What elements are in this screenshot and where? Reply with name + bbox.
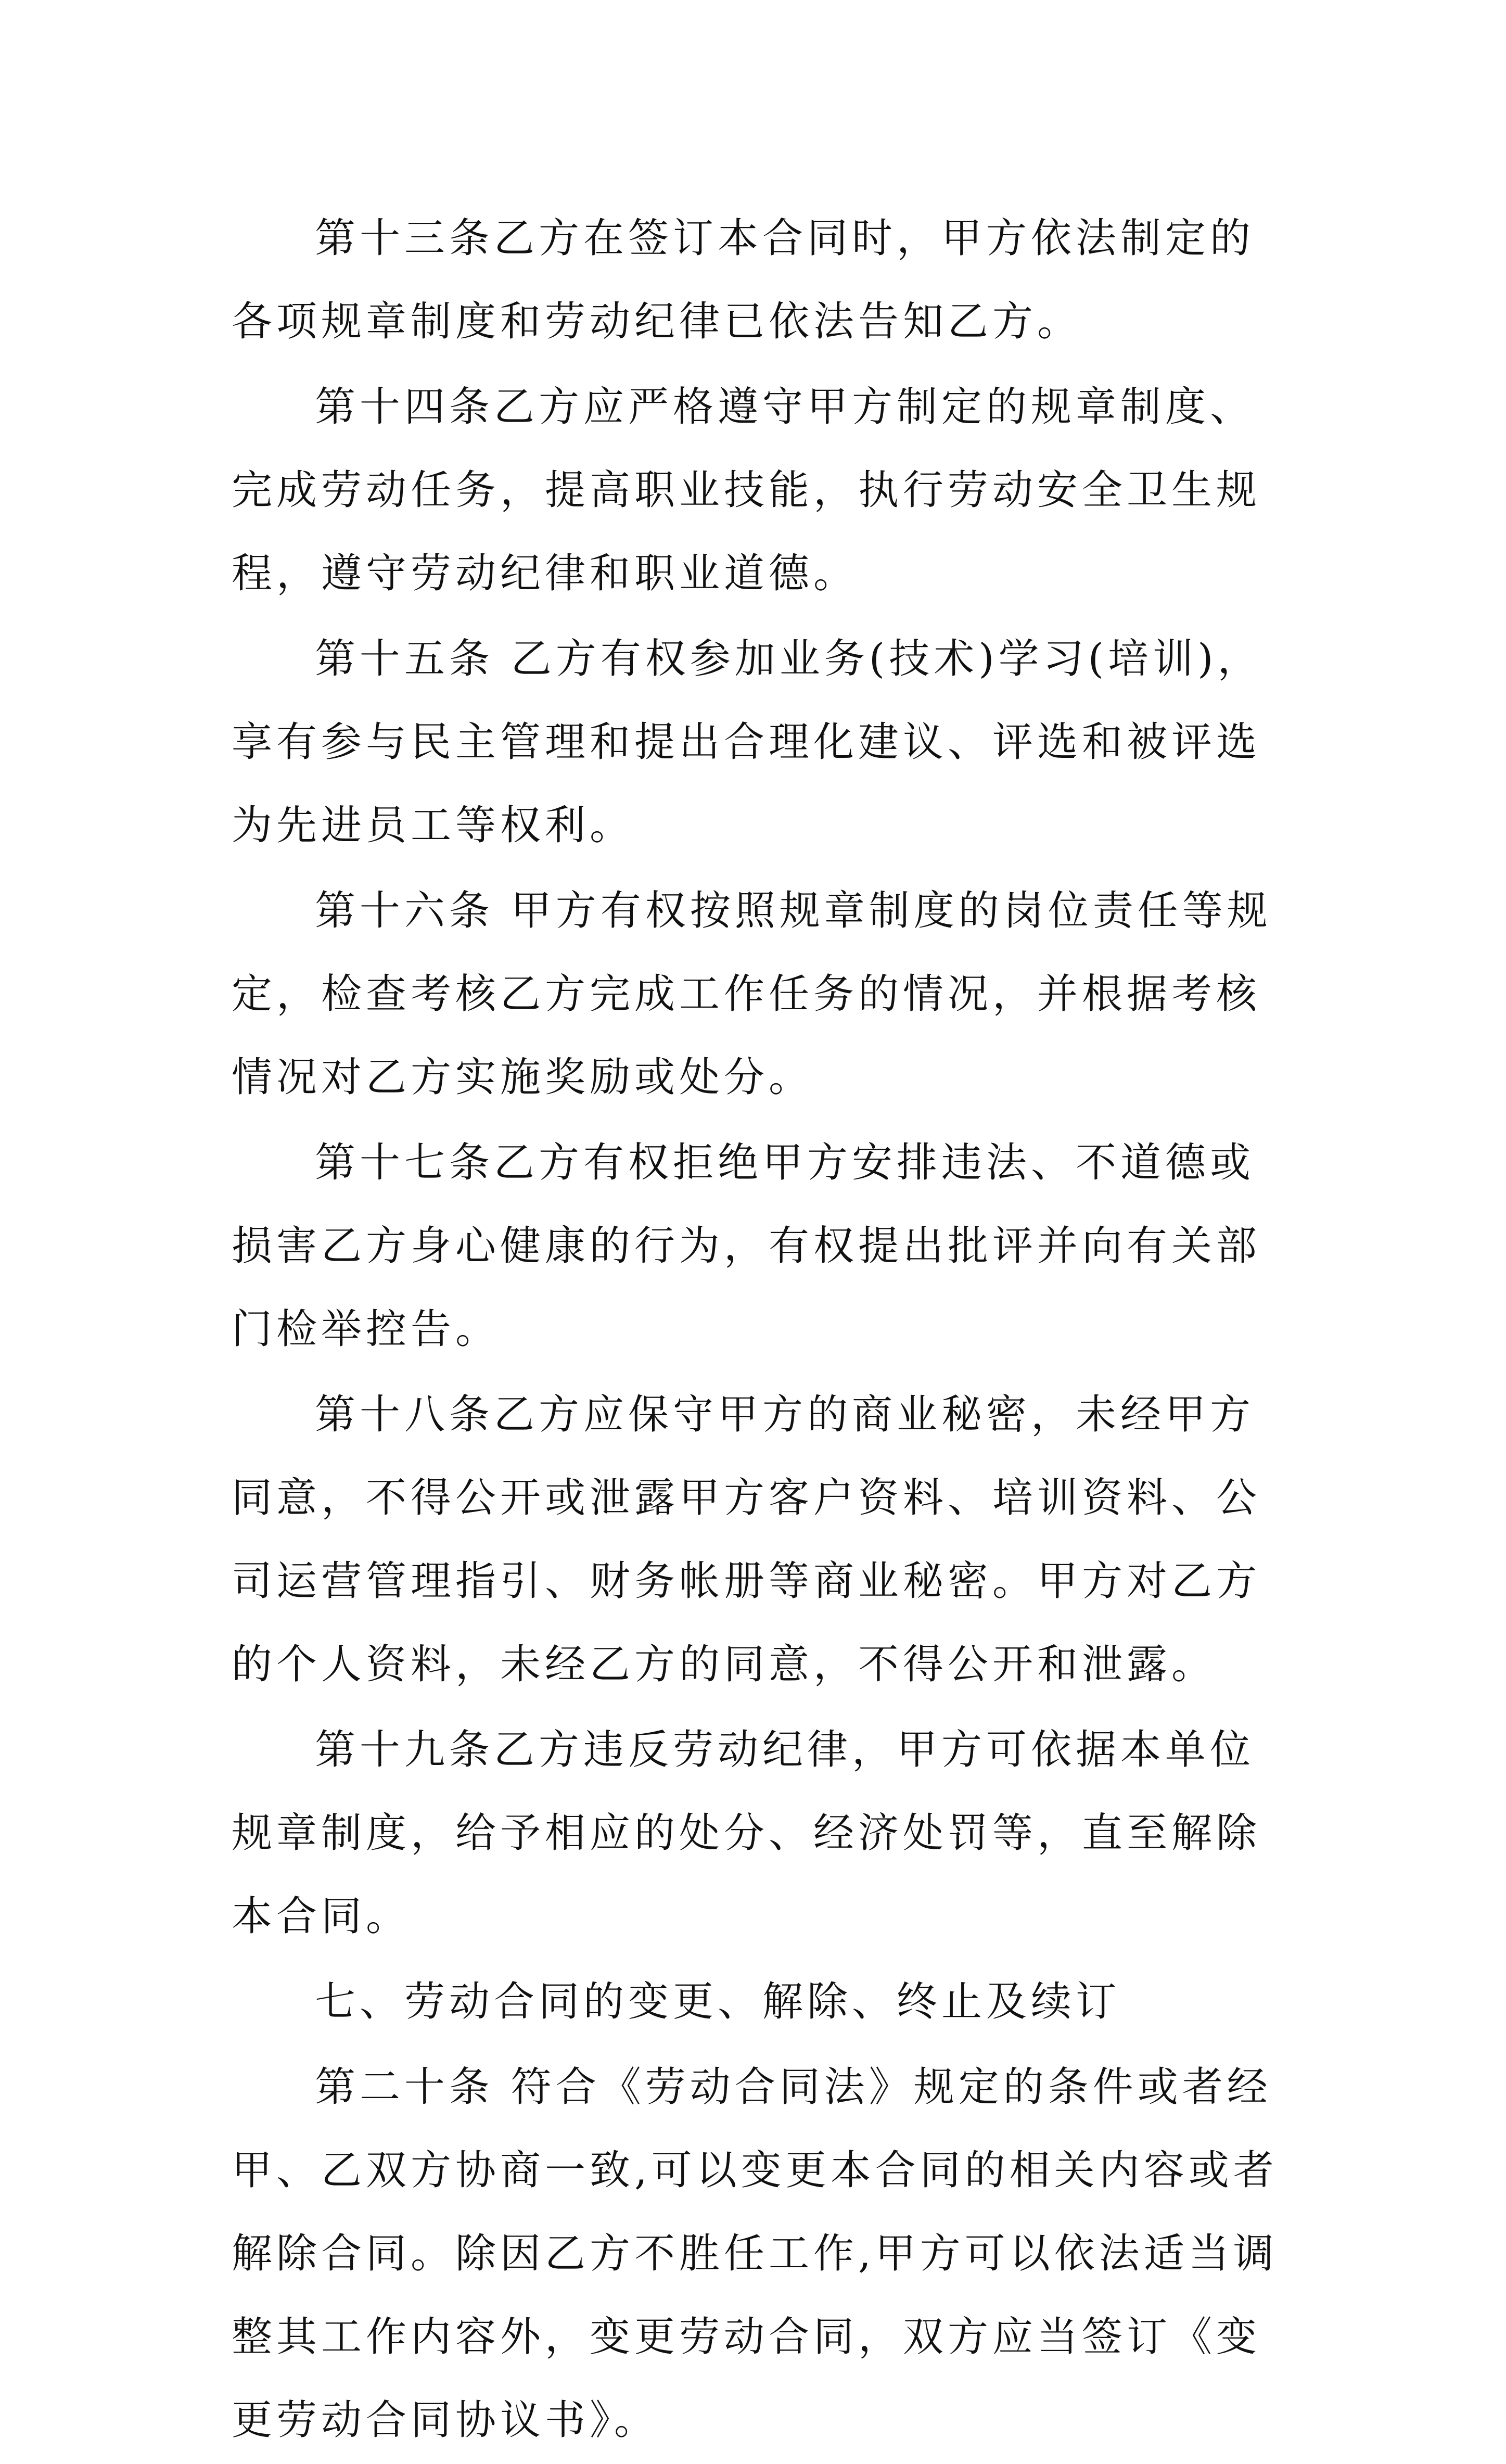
- document-body: [232, 197, 1293, 2464]
- article-15-paragraph: 第十五条 乙方有权参加业务(技术)学习(培训)，享有参与民主管理和提出合理化建议、评选和被评选为先进员工等权利。: [232, 636, 1262, 849]
- article-20-paragraph: 第二十条 符合《劳动合同法》规定的条件或者经甲、乙双方协商一致,可以变更本合同的相关内容或者解除合同。除因乙方不胜任工作,甲方可以依法适当调整其工作内容外，变更劳动合同，双方应当签订《变更劳动合同协议书》。: [232, 2064, 1278, 2444]
- article-19-paragraph: 第十九条乙方违反劳动纪律，甲方可依据本单位规章制度，给予相应的处分、经济处罚等，直至解除本合同。: [232, 1726, 1261, 1940]
- section-7-heading: 七、劳动合同的变更、解除、终止及续订: [315, 1978, 1121, 2025]
- article-14-paragraph: 第十四条乙方应严格遵守甲方制定的规章制度、完成劳动任务，提高职业技能，执行劳动安全卫生规程，遵守劳动纪律和职业道德。: [232, 384, 1261, 597]
- article-18-paragraph: 第十八条乙方应保守甲方的商业秘密，未经甲方同意，不得公开或泄露甲方客户资料、培训资料、公司运营管理指引、财务帐册等商业秘密。甲方对乙方的个人资料，未经乙方的同意，不得公开和泄露。: [232, 1391, 1261, 1688]
- article-16-paragraph: 第十六条 甲方有权按照规章制度的岗位责任等规定，检查考核乙方完成工作任务的情况，并根据考核情况对乙方实施奖励或处分。: [232, 887, 1272, 1101]
- article-13-paragraph: 第十三条乙方在签订本合同时，甲方依法制定的各项规章制度和劳动纪律已依法告知乙方。: [232, 215, 1255, 345]
- article-17-paragraph: 第十七条乙方有权拒绝甲方安排违法、不道德或损害乙方身心健康的行为，有权提出批评并向有关部门检举控告。: [232, 1139, 1261, 1353]
